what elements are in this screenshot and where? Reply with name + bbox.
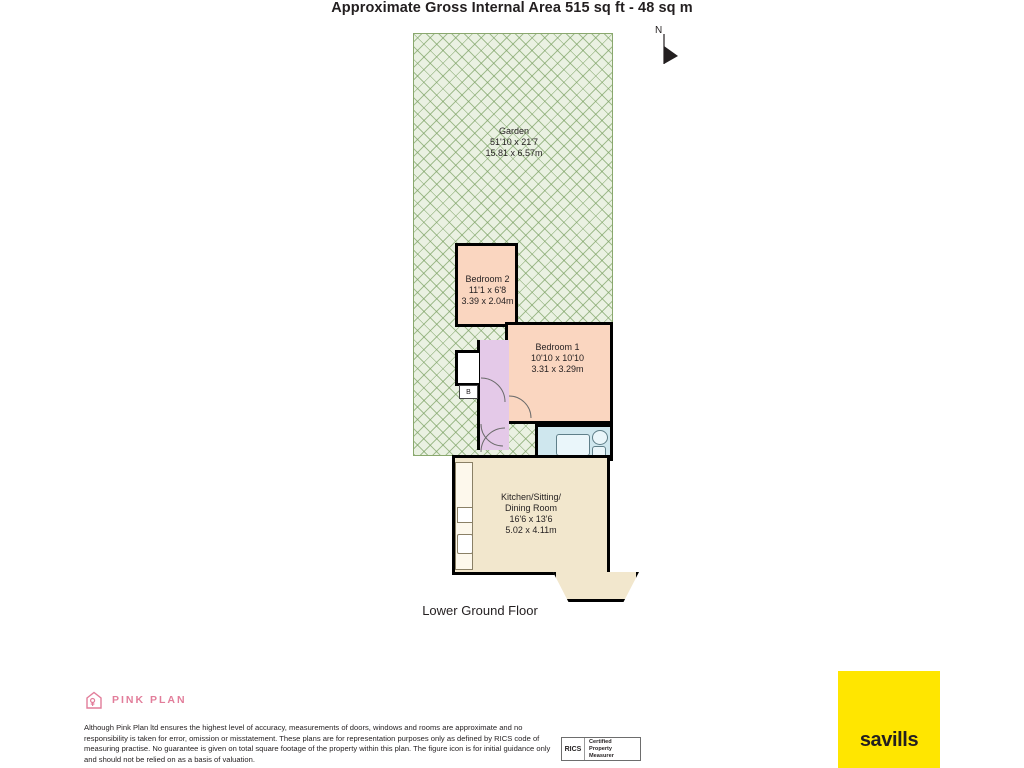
room-bedroom-2-dimensions-imperial: 11'1 x 6'8 bbox=[468, 285, 507, 295]
room-garden-label bbox=[414, 126, 614, 159]
boiler-cupboard: B bbox=[459, 385, 478, 399]
room-kitchen-dimensions-metric: 5.02 x 4.11m bbox=[505, 525, 557, 535]
sink-fixture-icon bbox=[592, 430, 608, 445]
rics-logo-icon: RICS bbox=[562, 738, 585, 760]
room-bedroom-1-dimensions-imperial: 10'10 x 10'10 bbox=[531, 353, 584, 363]
room-kitchen-dimensions-imperial: 16'6 x 13'6 bbox=[509, 514, 553, 524]
compass-north-label: N bbox=[655, 25, 663, 36]
floor-caption: Lower Ground Floor bbox=[422, 603, 538, 618]
room-bedroom-2-dimensions-metric: 3.39 x 2.04m bbox=[461, 296, 514, 306]
compass-north-icon bbox=[652, 32, 700, 68]
savills-wordmark: savills bbox=[859, 729, 919, 751]
rics-badge-text bbox=[585, 739, 614, 760]
rics-badge-line2: Property bbox=[589, 745, 613, 752]
disclaimer-text: Although Pink Plan ltd ensures the highest level of accuracy, measurements of doors, windows and rooms are approximate and no responsibility is taken for error, omission or misstatement. These plans are for representation purposes only as defined by RICS code of measuring practise. No guarantee is given on total square footage of the property within this plan. The figure icon is for initial guidance only and should not be relied on as a basis of valuation. bbox=[84, 723, 551, 764]
kitchen-sink-icon bbox=[457, 534, 473, 554]
savills-logo bbox=[838, 671, 940, 768]
page-title: Approximate Gross Internal Area 515 sq ft - 48 sq m bbox=[331, 0, 693, 16]
room-kitchen-label bbox=[452, 492, 610, 536]
pink-plan-brand bbox=[84, 690, 187, 710]
room-bedroom-1-name: Bedroom 1 bbox=[535, 342, 580, 352]
hallway-alcove bbox=[455, 350, 479, 386]
room-kitchen-name-line2: Dining Room bbox=[504, 503, 558, 513]
pink-plan-house-icon bbox=[84, 690, 104, 710]
room-garden-dimensions-metric: 15.81 x 6.57m bbox=[485, 148, 543, 158]
hallway bbox=[477, 340, 509, 450]
room-bedroom-1-dimensions-metric: 3.31 x 3.29m bbox=[531, 364, 584, 374]
rics-badge-line1: Certified bbox=[589, 738, 612, 745]
rics-certified-badge bbox=[561, 737, 641, 761]
compass bbox=[652, 25, 700, 68]
rics-badge-line3: Measurer bbox=[589, 752, 614, 759]
room-garden-dimensions-imperial: 51'10 x 21'7 bbox=[490, 137, 538, 147]
room-bedroom-1-label bbox=[505, 342, 610, 375]
bathtub-fixture-icon bbox=[556, 434, 590, 456]
room-bedroom-2-label bbox=[440, 274, 535, 307]
room-kitchen-name-line1: Kitchen/Sitting/ bbox=[500, 492, 562, 502]
pink-plan-name: PINK PLAN bbox=[112, 694, 187, 706]
room-garden-name: Garden bbox=[498, 126, 530, 136]
bay-window-recess bbox=[553, 572, 639, 602]
room-bedroom-2-name: Bedroom 2 bbox=[465, 274, 510, 284]
